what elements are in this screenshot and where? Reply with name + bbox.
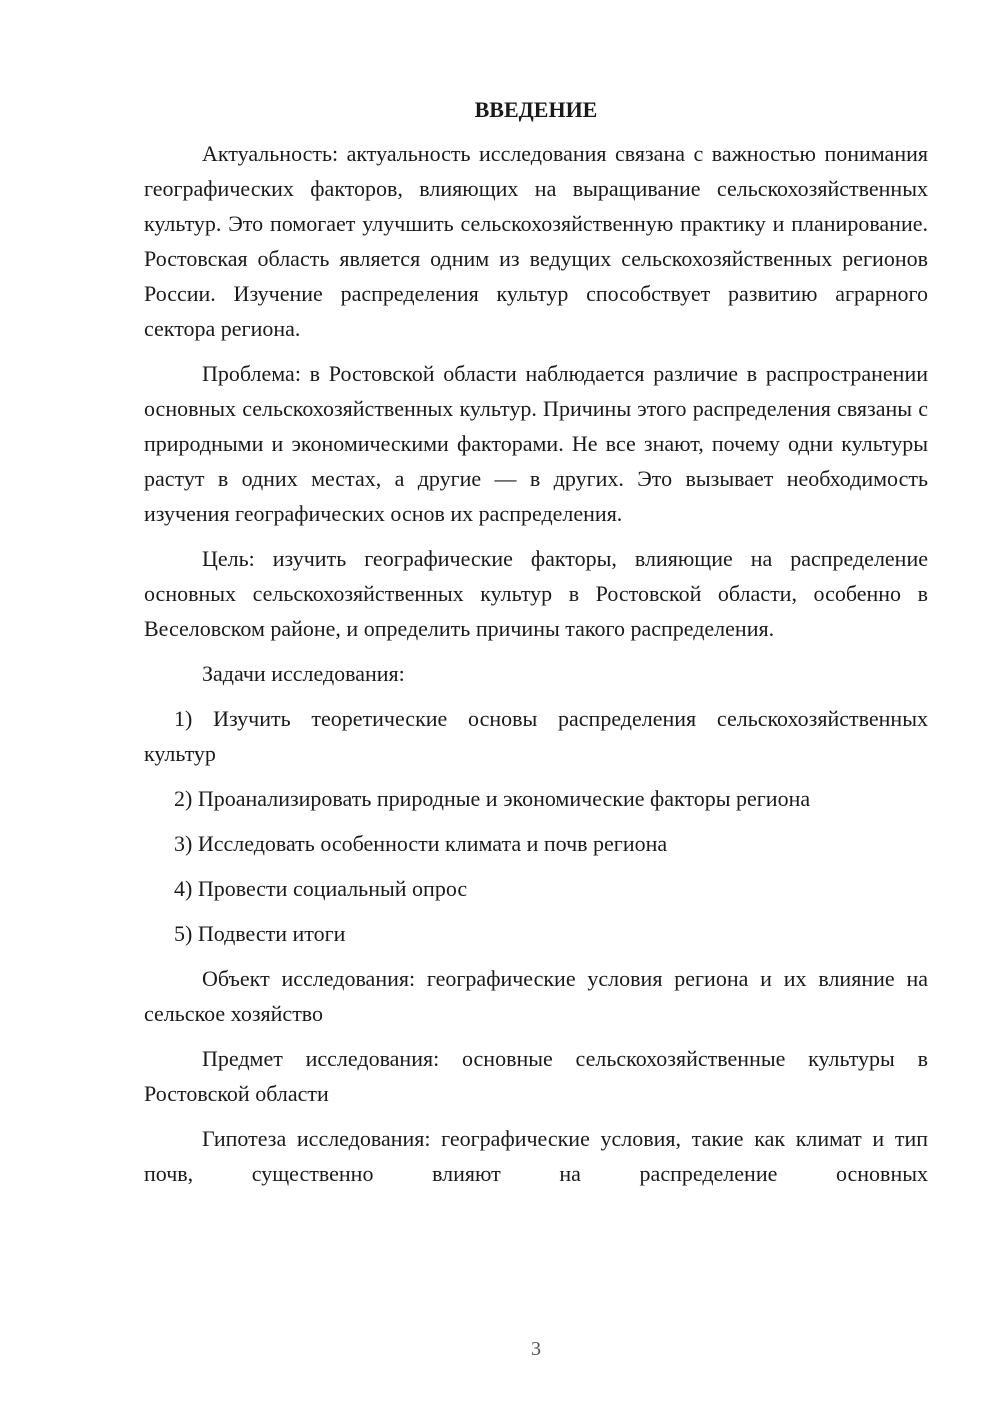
section-heading: ВВЕДЕНИЕ — [474, 97, 598, 122]
paragraph-problem: Проблема: в Ростовской области наблюдается различие в распространении основных сельскохозяйственных культур. Причины этого распределения связаны с природными и экономическими факторами. Не все знают, почему одни культуры растут в одних местах, а другие — в других. Это вызывает необходимость изучения географических основ их распределения. — [144, 361, 928, 526]
page-number: 3 — [531, 1338, 541, 1360]
task-item-5: 5) Подвести итоги — [174, 921, 346, 946]
task-item-3: 3) Исследовать особенности климата и почв региона — [174, 831, 668, 856]
paragraph-tasks-intro: Задачи исследования: — [202, 661, 405, 686]
task-item-1: 1) Изучить теоретические основы распределения сельскохозяйственных культур — [144, 706, 928, 766]
task-item-2: 2) Проанализировать природные и экономические факторы региона — [174, 786, 811, 811]
document-body — [144, 91, 928, 1201]
paragraph-goal: Цель: изучить географические факторы, влияющие на распределение основных сельскохозяйственных культур в Ростовской области, особенно в Веселовском районе, и определить причины такого распределения. — [144, 546, 928, 641]
paragraph-relevance: Актуальность: актуальность исследования связана с важностью понимания географических факторов, влияющих на выращивание сельскохозяйственных культур. Это помогает улучшить сельскохозяйственную практику и планирование. Ростовская область является одним из ведущих сельскохозяйственных регионов России. Изучение распределения культур способствует развитию аграрного сектора региона. — [144, 141, 928, 341]
paragraph-object: Объект исследования: географические условия региона и их влияние на сельское хозяйство — [144, 966, 928, 1026]
paragraph-subject: Предмет исследования: основные сельскохозяйственные культуры в Ростовской области — [144, 1046, 928, 1106]
paragraph-hypothesis: Гипотеза исследования: географические условия, такие как климат и тип почв, существенно влияют на распределение основных — [144, 1126, 928, 1186]
task-item-4: 4) Провести социальный опрос — [174, 876, 468, 901]
